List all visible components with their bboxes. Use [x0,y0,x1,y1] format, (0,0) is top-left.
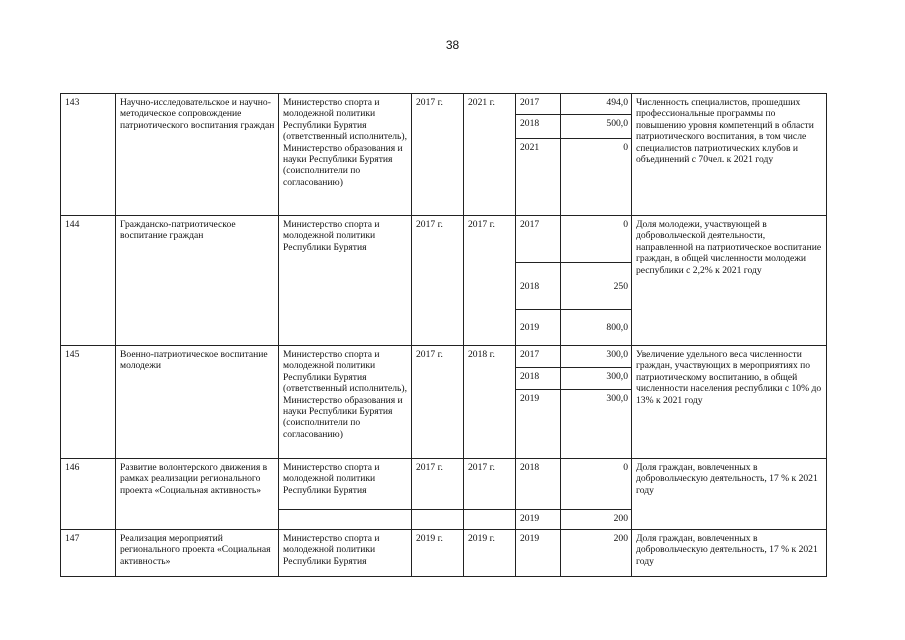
empty-cell [412,510,464,530]
table-row [61,216,827,263]
executors-cell: Министерство спорта и молодежной политики Республики Бурятия [279,459,412,510]
empty-cell [464,510,516,530]
activity-name-cell: Развитие волонтерского движения в рамках реализации регионального проекта «Социальная активность» [116,459,279,530]
funding-year-cell: 2018 [516,263,561,310]
executors-cell: Министерство спорта и молодежной политики Республики Бурятия [279,216,412,346]
page-number: 38 [445,38,460,52]
indicator-cell: Увеличение удельного веса численности граждан, участвующих в мероприятиях по патриотическому воспитанию, в общей численности населения республики с 10% до 13% к 2021 году [632,346,827,459]
indicator-cell: Доля граждан, вовлеченных в добровольческую деятельность, 17 % к 2021 году [632,459,827,530]
start-year-cell: 2017 г. [412,94,464,216]
indicator-cell: Численность специалистов, прошедших профессиональные программы по повышению уровня компетенций в области патриотического воспитания, в том числе специалистов патриотических клубов и объединений с 70чел. к 2021 году [632,94,827,216]
table-row [61,530,827,577]
empty-cell [279,510,412,530]
funding-year-cell: 2019 [516,390,561,459]
start-year-cell: 2017 г. [412,346,464,459]
funding-year-cell: 2019 [516,510,561,530]
funding-amount-cell: 0 [561,216,632,263]
funding-amount-cell: 0 [561,139,632,216]
row-number-cell: 147 [61,530,116,577]
funding-amount-cell: 500,0 [561,115,632,139]
funding-year-cell: 2017 [516,346,561,368]
executors-cell: Министерство спорта и молодежной политики Республики Бурятия [279,530,412,577]
funding-year-cell: 2018 [516,115,561,139]
funding-amount-cell: 0 [561,459,632,510]
funding-amount-cell: 494,0 [561,94,632,115]
funding-year-cell: 2017 [516,216,561,263]
funding-amount-cell: 200 [561,510,632,530]
activity-name-cell: Гражданско-патриотическое воспитание граждан [116,216,279,346]
table-row [61,346,827,368]
funding-year-cell: 2017 [516,94,561,115]
table-row [61,94,827,115]
funding-year-cell: 2021 [516,139,561,216]
funding-amount-cell: 800,0 [561,310,632,346]
activity-name-cell: Военно-патриотическое воспитание молодежи [116,346,279,459]
row-number-cell: 143 [61,94,116,216]
funding-amount-cell: 200 [561,530,632,577]
start-year-cell: 2017 г. [412,459,464,510]
activity-name-cell: Реализация мероприятий регионального проекта «Социальная активность» [116,530,279,577]
end-year-cell: 2017 г. [464,216,516,346]
indicator-cell: Доля граждан, вовлеченных в добровольческую деятельность, 17 % к 2021 году [632,530,827,577]
executors-cell: Министерство спорта и молодежной политики Республики Бурятия (ответственный исполнитель), Министерство образования и науки Республики Бурятия (соисполнители по согласованию) [279,346,412,459]
row-number-cell: 144 [61,216,116,346]
funding-amount-cell: 250 [561,263,632,310]
start-year-cell: 2017 г. [412,216,464,346]
row-number-cell: 146 [61,459,116,530]
funding-year-cell: 2019 [516,310,561,346]
row-number-cell: 145 [61,346,116,459]
activity-name-cell: Научно-исследовательское и научно-методическое сопровождение патриотического воспитания граждан [116,94,279,216]
end-year-cell: 2021 г. [464,94,516,216]
executors-cell: Министерство спорта и молодежной политики Республики Бурятия (ответственный исполнитель), Министерство образования и науки Республики Бурятия (соисполнители по согласованию) [279,94,412,216]
funding-year-cell: 2019 [516,530,561,577]
funding-year-cell: 2018 [516,459,561,510]
funding-amount-cell: 300,0 [561,346,632,368]
funding-year-cell: 2018 [516,368,561,390]
funding-amount-cell: 300,0 [561,368,632,390]
indicator-cell: Доля молодежи, участвующей в добровольческой деятельности, направленной на патриотическое воспитание граждан, в общей численности молодежи республики с 2,2% к 2021 году [632,216,827,346]
end-year-cell: 2017 г. [464,459,516,510]
end-year-cell: 2019 г. [464,530,516,577]
end-year-cell: 2018 г. [464,346,516,459]
table-row [61,459,827,510]
start-year-cell: 2019 г. [412,530,464,577]
program-activities-table [60,93,827,577]
funding-amount-cell: 300,0 [561,390,632,459]
